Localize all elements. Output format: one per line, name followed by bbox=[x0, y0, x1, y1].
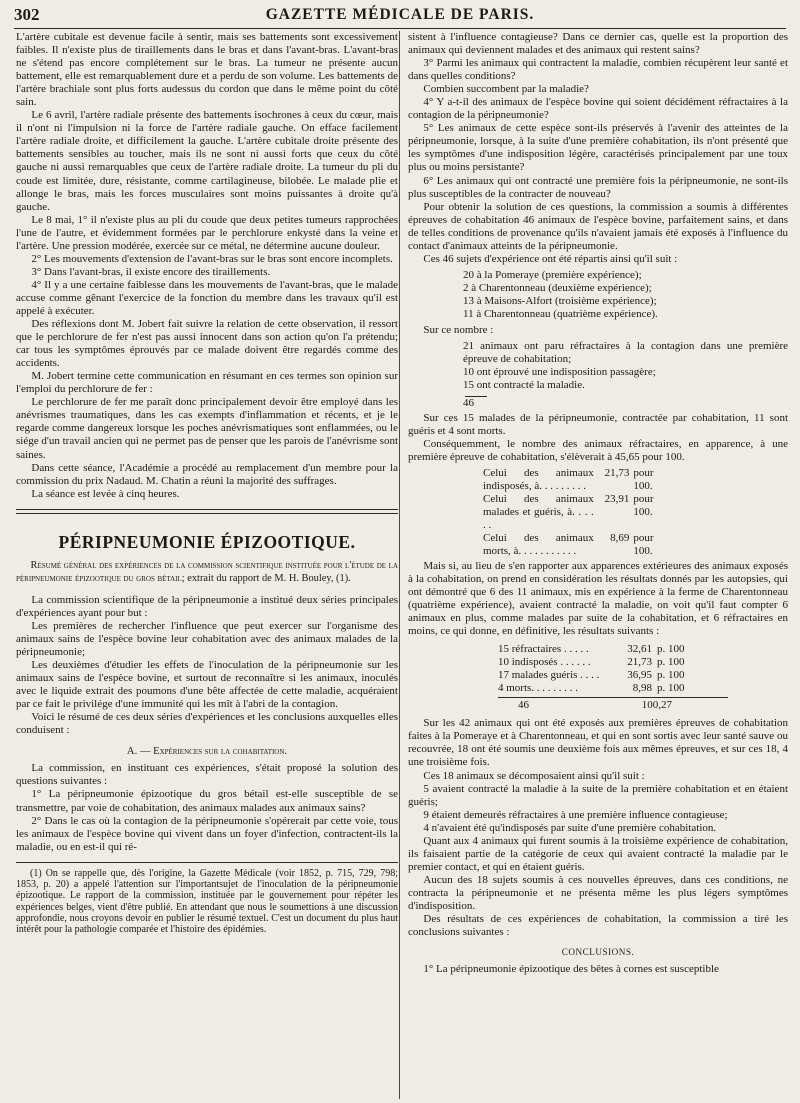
summary-rest: ; extrait du rapport de M. H. Bouley, (1). bbox=[181, 572, 351, 584]
paragraph: 4° Il y a une certaine faiblesse dans les mouvements de l'avant-bras, que le malade accuse comme gênant l'exercice de la fonction du membre dans les travaux qu'il est appelé à exécuter. bbox=[16, 278, 398, 317]
paragraph: Conséquemment, le nombre des animaux réfractaires, en apparence, à une première épreuve de cohabitation, s'élèverait à 45,65 pour 100. bbox=[408, 438, 788, 464]
paragraph: sistent à l'influence contagieuse? Dans ce dernier cas, quelle est la proportion des animaux qui deviennent malades et des animaux qui restent sains? bbox=[408, 31, 788, 57]
paragraph: Le 8 mai, 1° il n'existe plus au pli du coude que deux petites tumeurs rapprochées l'une de l'autre, et évidemment formées par le perchlorure enkysté dans la veine et l'artère. Une pression modérée, exercée sur ce métal, ne détermine aucune douleur. bbox=[16, 213, 398, 252]
outcomes-list bbox=[463, 340, 788, 392]
article-summary bbox=[16, 559, 398, 585]
paragraph: La séance est levée à cinq heures. bbox=[31, 487, 180, 500]
quoted-paragraph: Le perchlorure de fer me paraît donc principalement devoir être employé dans les anévrismes traumatiques, dans les cas exempts d'inflammation et récents, et je le regarde comme dangereux lorsque les poches anévrismatiques sont enflammées, ou le siége d'un travail ancien qui ne permet pas de penser que les parois de l'anévrisme sont saines. bbox=[16, 396, 398, 461]
paragraph: Les premières de rechercher l'influence que peut exercer sur l'organisme des animaux sains de l'espèce bovine leur cohabitation avec des animaux malades de la péripneumonie; bbox=[16, 619, 398, 659]
table-row bbox=[498, 669, 728, 682]
table-cell-label: 17 malades guéris . . . . bbox=[498, 669, 600, 682]
total-value: 46 bbox=[463, 397, 474, 410]
table-cell-unit: p. 100 bbox=[657, 643, 685, 656]
percentage-unit: pour 100. bbox=[633, 492, 654, 518]
paragraph: 1° La péripneumonie épizootique des bêtes à cornes est susceptible bbox=[423, 963, 719, 976]
distribution-list bbox=[463, 269, 788, 321]
percentage-value: 23,91 bbox=[604, 492, 630, 505]
table-total-rule bbox=[498, 697, 728, 698]
section-title: PÉRIPNEUMONIE ÉPIZOOTIQUE. bbox=[58, 531, 356, 552]
list-item: 13 à Maisons-Alfort (troisième expérience); bbox=[463, 294, 657, 307]
table-cell-value: 32,61 bbox=[627, 643, 652, 656]
table-row bbox=[498, 682, 728, 695]
percentage-label: Celui des animaux malades et guéris, à. . . . . . bbox=[483, 492, 594, 531]
paragraph: Des résultats de ces expériences de cohabitation, la commission a tiré les conclusions suivantes : bbox=[408, 913, 788, 939]
table-total-row bbox=[498, 699, 728, 712]
page-header bbox=[14, 4, 786, 29]
percentage-value: 21,73 bbox=[604, 466, 630, 479]
paragraph: 4° Y a-t-il des animaux de l'espèce bovine qui soient décidément réfractaires à la contagion de la péripneumonie? bbox=[408, 96, 788, 122]
paragraph: Sur ce nombre : bbox=[423, 324, 494, 337]
section-rule-bottom bbox=[16, 513, 398, 514]
list-item: 21 animaux ont paru réfractaires à la contagion dans une première épreuve de cohabitation; bbox=[463, 340, 788, 366]
journal-title: GAZETTE MÉDICALE DE PARIS. bbox=[265, 6, 535, 23]
table-total-label: 46 bbox=[518, 699, 529, 712]
paragraph: Combien succombent par la maladie? bbox=[423, 83, 589, 96]
table-cell-value: 21,73 bbox=[627, 656, 652, 669]
paragraph: La commission scientifique de la péripneumonie a institué deux séries principales d'expériences ayant pour but : bbox=[16, 593, 398, 619]
paragraph: Le 6 avril, l'artère radiale présente des battements isochrones à ceux du cœur, mais il n'ont ni l'impulsion ni la force de l'artère radiale gauche. On efface facilement l'artère radiale droite, et difficilement la gauche. L'artère cubitale droite présente des battements sensibles au toucher, mais ils ne sont ni aussi forts que ceux du côté gauche ni aussi remarquables que ceux de l'artère radiale droite. La tumeur du pli du coude est limitée, dure, résistante, comme cartilagineuse, bilobée. Le malade plie et allonge le bras, mais les forces musculaires sont moins puissantes à droite qu'à gauche. bbox=[16, 109, 398, 213]
table-cell-label: 4 morts. . . . . . . . . bbox=[498, 682, 579, 695]
paragraph: Pour obtenir la solution de ces questions, la commission a soumis à différentes épreuves de cohabitation 46 animaux de l'espèce bovine, parfaitement sains, et dans de telles conditions de provenance qu'ils n'avaient jamais été exposés à l'influence du contact d'animaux atteints de la péripneumonie. bbox=[408, 200, 788, 252]
paragraph: Quant aux 4 animaux qui furent soumis à la troisième expérience de cohabitation, ils faisaient partie de la catégorie de ceux qui avaient contracté la maladie par le premier contact, et qui en étaient guéris. bbox=[408, 834, 788, 873]
percentage-label: Celui des animaux indisposés, à. . . . . . . . . bbox=[483, 466, 594, 492]
paragraph: 3° Dans l'avant-bras, il existe encore des tiraillements. bbox=[31, 265, 271, 278]
paragraph: 2° Dans le cas où la contagion de la péripneumonie s'opérerait par cette voie, tous les animaux de l'espèce bovine qui vivent dans un foyer d'infection, contractent-ils la maladie, ou en est-il qui ré- bbox=[16, 814, 398, 853]
subheading: A. — Expériences sur la cohabitation. bbox=[126, 746, 288, 758]
table-cell-value: 8,98 bbox=[632, 682, 652, 695]
table-total-value: 100,27 bbox=[641, 699, 672, 712]
paragraph: Mais si, au lieu de s'en rapporter aux apparences extérieures des animaux exposés à la cohabitation, on prend en considération les résultats donnés par les autopsies, qui ont démontré que 6 des 11 animaux, mis en expérience à la ferme de Charentonneau (quatrième expérience), avaient contracté la maladie, on voit qu'il faut compter 6 animaux en plus, comme malades par suite de la cohabitation, et 6 réfractaires en moins, ce qui donne, en définitive, les résultats suivants : bbox=[408, 559, 788, 638]
paragraph: 3° Parmi les animaux qui contractent la maladie, combien récupèrent leur santé et dans quelles conditions? bbox=[408, 57, 788, 83]
decomposition-item: 5 avaient contracté la maladie à la suite de la première cohabitation et en étaient guéris; bbox=[408, 782, 788, 808]
paragraph: L'artère cubitale est devenue facile à sentir, mais ses battements sont excessivement faibles. Il n'existe plus de tiraillements dans le bras et dans l'avant-bras. L'avant-bras ne s'étend pas encore complétement sur le bras. La tumeur ne présente aucun battement, elle est remarquablement dure et a perdu de son volume. Les battements de l'artère brachiale sont plus forts audessus du cordon que dans le même point du côté sain. bbox=[16, 31, 398, 109]
percentage-label: Celui des animaux morts, à. . . . . . . . . . . bbox=[483, 531, 594, 557]
outcomes-total bbox=[463, 396, 788, 410]
summary-caps: Résumé général des expériences de la commission scientifique instituée pour l'étude de la péripneumonie épizootique du gros bétail bbox=[16, 559, 398, 584]
percentages-list bbox=[483, 467, 673, 558]
table-cell-label: 10 indisposés . . . . . . bbox=[498, 656, 591, 669]
footnote-rule bbox=[16, 862, 398, 863]
conclusions-heading: CONCLUSIONS. bbox=[561, 947, 635, 958]
paragraph: Ces 46 sujets d'expérience ont été répartis ainsi qu'il suit : bbox=[423, 252, 678, 265]
list-item: 11 à Charentonneau (quatrième expérience). bbox=[463, 307, 658, 320]
table-cell-value: 36,95 bbox=[627, 669, 652, 682]
list-item: 2 à Charentonneau (deuxième expérience); bbox=[463, 281, 652, 294]
table-cell-unit: p. 100 bbox=[657, 682, 685, 695]
column-divider bbox=[399, 31, 400, 1099]
percentage-row bbox=[483, 532, 673, 558]
table-row bbox=[498, 643, 728, 656]
paragraph: Sur les 42 animaux qui ont été exposés aux premières épreuves de cohabitation faites à la Pomeraye et à Charentonneau, et qui en sont sortis avec leur santé sauve ou recouvrée, 18 ont été soumis une deuxième fois aux mêmes épreuves, et sur ces 18, 4 une troisième fois. bbox=[408, 717, 788, 769]
table-cell-unit: p. 100 bbox=[657, 669, 685, 682]
paragraph: 5° Les animaux de cette espèce sont-ils préservés à l'avenir des atteintes de la péripneumonie, lorsque, à la suite d'une première cohabitation, ils n'ont présenté que les symptômes d'une indisposition légère, caractérisés principalement par une toux plus ou moins persistante? bbox=[408, 122, 788, 174]
list-item: 15 ont contracté la maladie. bbox=[463, 379, 585, 392]
results-table bbox=[498, 643, 728, 712]
paragraph: Les deuxièmes d'étudier les effets de l'inoculation de la péripneumonie sur les animaux sains de l'espèce bovine, et surtout de reconnaître si les animaux, inoculés avec le liquide extrait des poumons d'une bête affectée de cette maladie, acquéraient par ce fait le privilége d'une immunité qui les mît à l'abri de la contagion. bbox=[16, 659, 398, 711]
paragraph: La commission, en instituant ces expériences, s'était proposé la solution des questions suivantes : bbox=[16, 762, 398, 788]
paragraph: 1° La péripneumonie épizootique du gros bétail est-elle susceptible de se transmettre, par voie de cohabitation, des animaux malades aux animaux sains? bbox=[16, 788, 398, 814]
footnote bbox=[16, 868, 398, 936]
paragraph: 6° Les animaux qui ont contracté une première fois la péripneumonie, ne sont-ils plus susceptibles de la contracter de nouveau? bbox=[408, 174, 788, 200]
decomposition-item: 4 n'avaient été qu'indisposés par suite d'une première cohabitation. bbox=[423, 821, 717, 834]
list-item: 20 à la Pomeraye (première expérience); bbox=[463, 268, 642, 281]
paragraph: Dans cette séance, l'Académie a procédé au remplacement d'un membre pour la commission du prix Nadaud. M. Chatin a réuni la majorité des suffrages. bbox=[16, 461, 398, 487]
left-column bbox=[16, 31, 398, 936]
section-rule-top bbox=[16, 509, 398, 510]
table-cell-label: 15 réfractaires . . . . . bbox=[498, 643, 589, 656]
percentage-row bbox=[483, 493, 673, 532]
percentage-unit: pour 100. bbox=[633, 466, 654, 492]
paragraph: Sur ces 15 malades de la péripneumonie, contractée par cohabitation, 11 sont guéris et 4 sont morts. bbox=[408, 412, 788, 438]
paragraph: Ces 18 animaux se décomposaient ainsi qu'il suit : bbox=[423, 769, 645, 782]
right-column bbox=[408, 31, 788, 976]
footnote-text: (1) On se rappelle que, dès l'origine, la Gazette Médicale (voir 1852, p. 715, 729, 798; 1853, p. 20) a appelé l'attention sur l'importantsujet de l'inoculation de la péripneumonie épizootique. Le rapport de la commission, instituée par le gouvernement pour répéter les expériences belges, vient d'être publié. En attendant que nous le soumettions à une discussion approfondie, nous croyons devoir en publier le résumé textuel. C'est un document du plus haut intérêt pour la pathologie comparée et l'histoire des épidémies. bbox=[16, 867, 398, 936]
percentage-unit: pour 100. bbox=[633, 531, 654, 557]
paragraph: Des réflexions dont M. Jobert fait suivre la relation de cette observation, il ressort que le perchlorure de fer n'est pas aussi innocent dans son action qu'on l'a prétendu; car tous les symptômes éprouvés par ce malade doivent être regardés comme des accidents. bbox=[16, 318, 398, 370]
list-item: 10 ont éprouvé une indisposition passagère; bbox=[463, 366, 656, 379]
table-row bbox=[498, 656, 728, 669]
paragraph: Aucun des 18 sujets soumis à ces nouvelles épreuves, dans ces conditions, ne contracta la péripneumonie et ne présenta même les plus légers symptômes d'indisposition. bbox=[408, 873, 788, 912]
percentage-value: 8,69 bbox=[610, 531, 630, 544]
decomposition-item: 9 étaient demeurés réfractaires à une première influence contagieuse; bbox=[423, 808, 728, 821]
paragraph: 2° Les mouvements d'extension de l'avant-bras sur le bras sont encore incomplets. bbox=[31, 252, 393, 265]
percentage-row bbox=[483, 467, 673, 493]
table-cell-unit: p. 100 bbox=[657, 656, 685, 669]
paragraph: Voici le résumé de ces deux séries d'expériences et les conclusions auxquelles elles conduisent : bbox=[16, 711, 398, 737]
page-number: 302 bbox=[14, 5, 40, 24]
paragraph: M. Jobert termine cette communication en résumant en ces termes son opinion sur l'emploi du perchlorure de fer : bbox=[16, 370, 398, 396]
